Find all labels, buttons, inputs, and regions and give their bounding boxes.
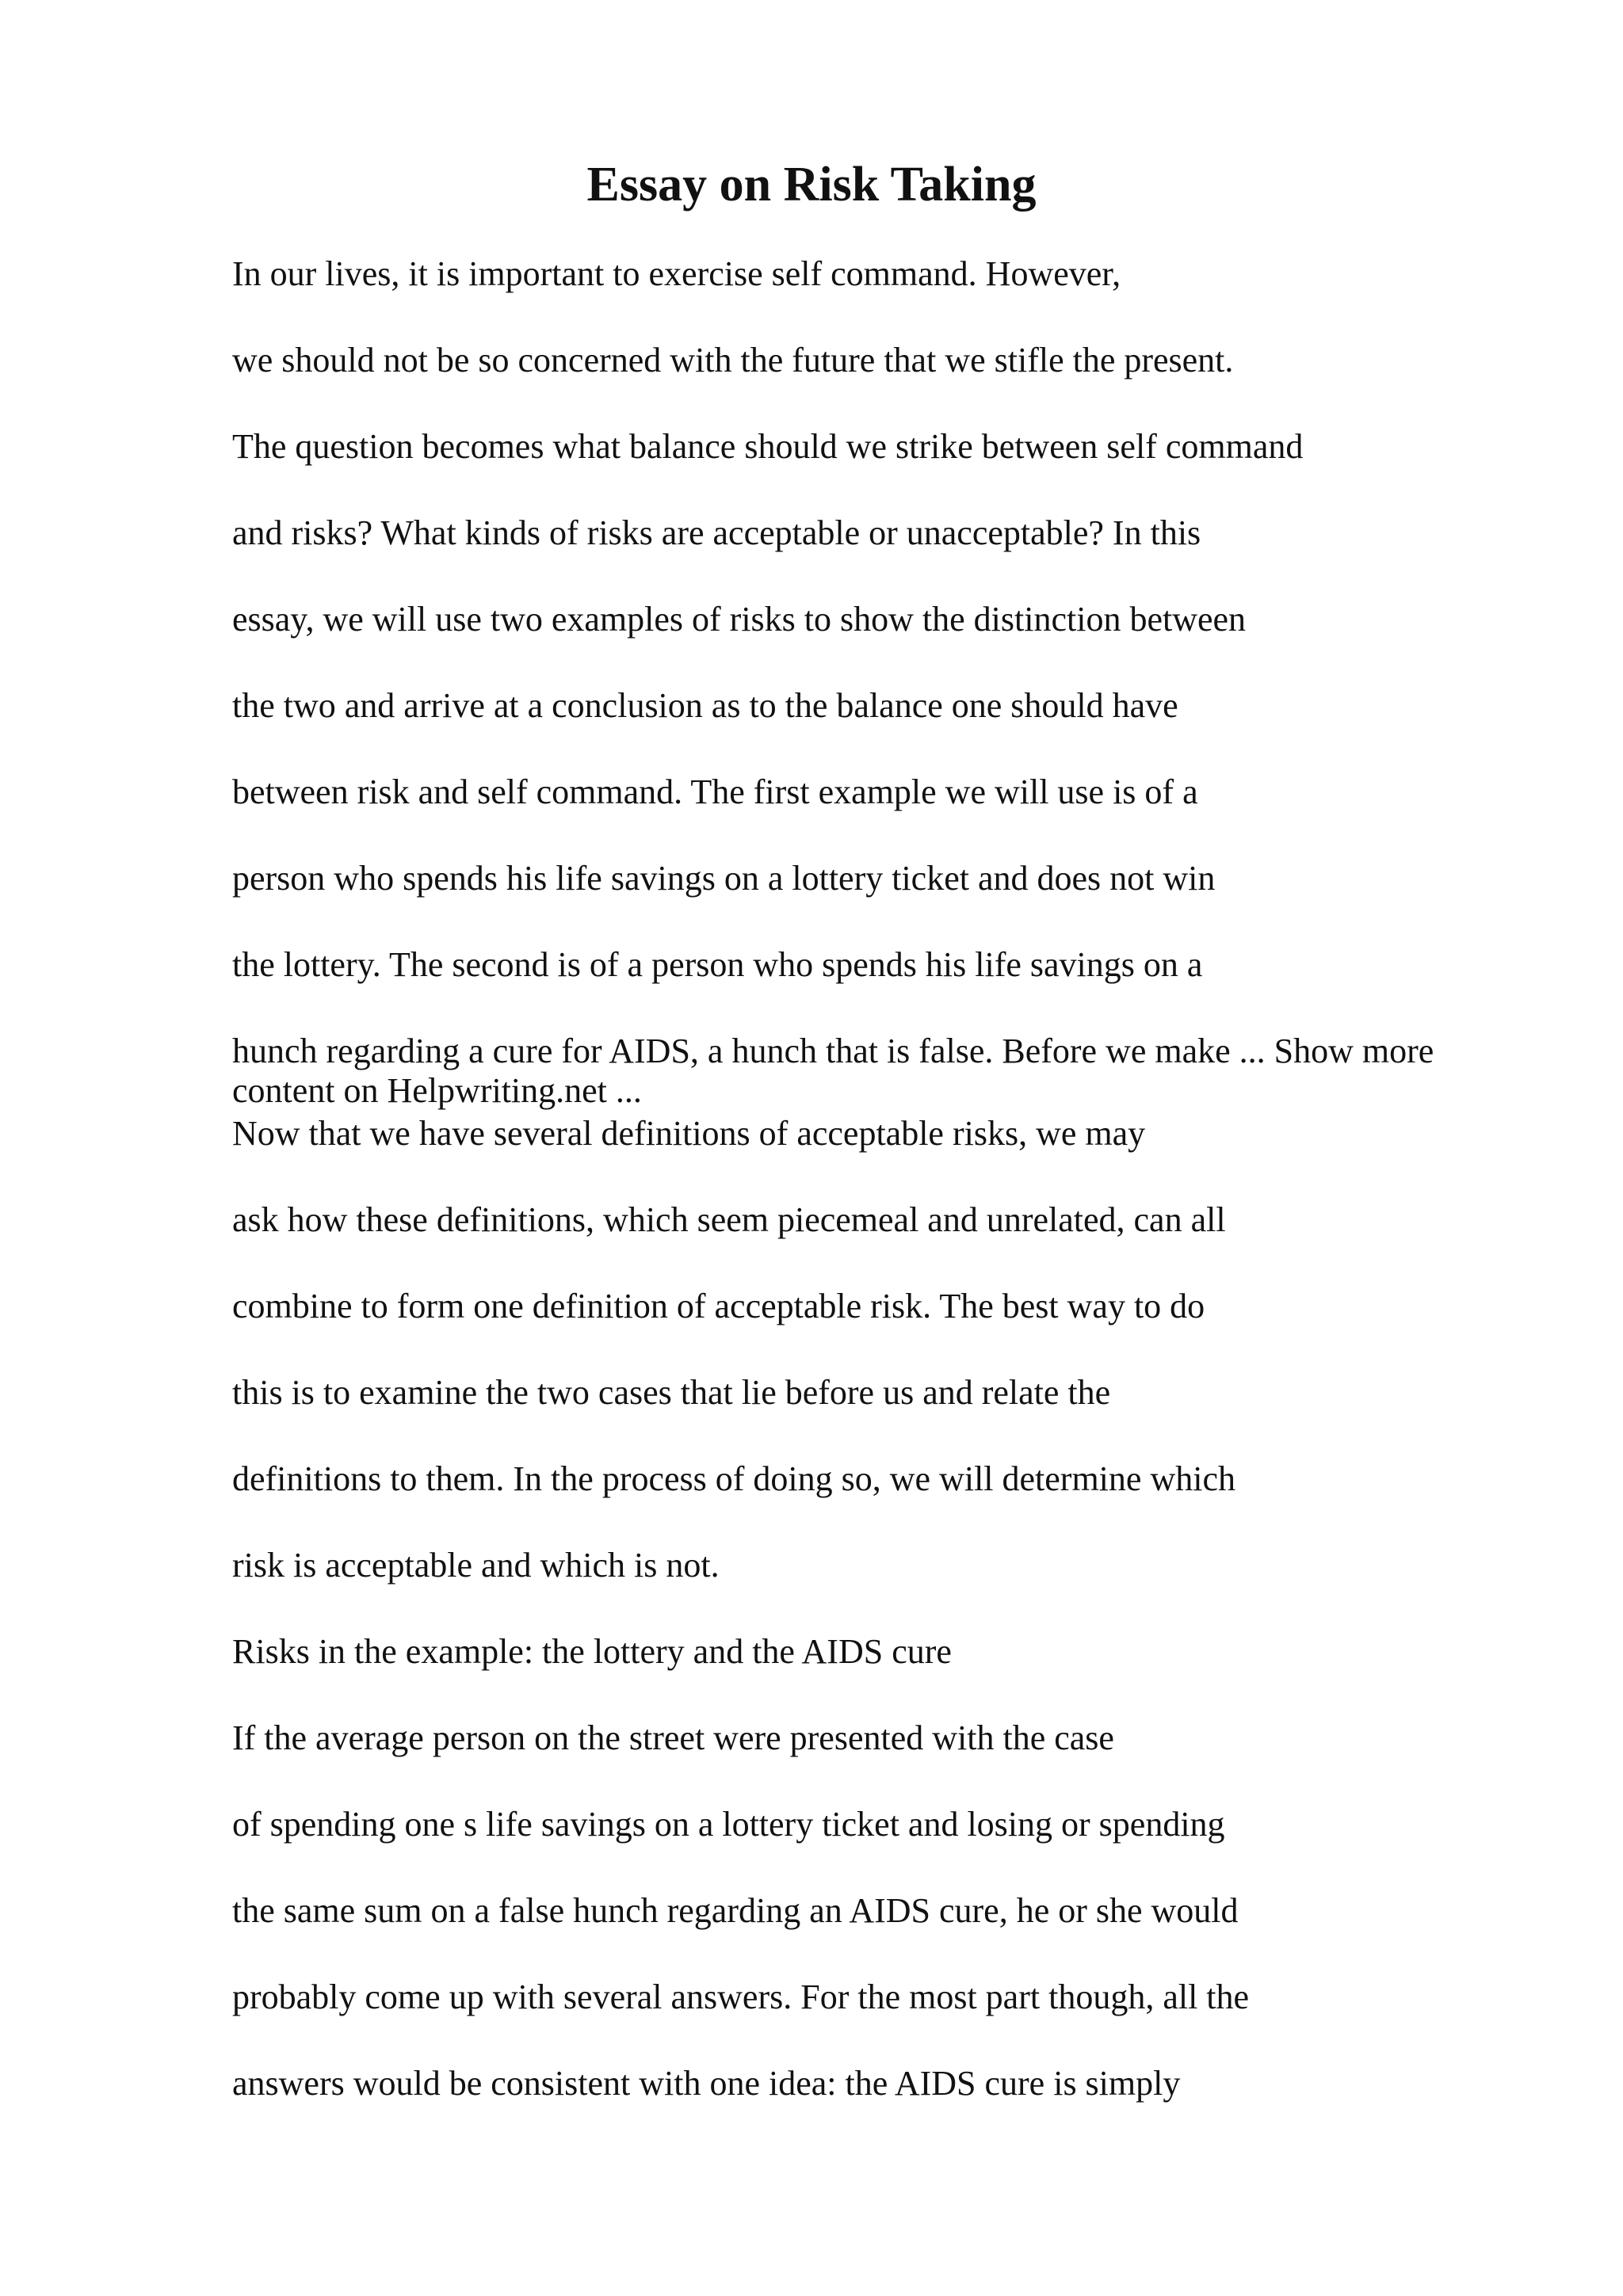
text-line: the same sum on a false hunch regarding an AIDS cure, he or she would	[232, 1891, 1239, 1930]
text-line: definitions to them. In the process of doing so, we will determine which	[232, 1459, 1235, 1498]
text-line: the two and arrive at a conclusion as to the balance one should have	[232, 686, 1178, 725]
text-line: we should not be so concerned with the future that we stifle the present.	[232, 341, 1234, 379]
text-line: essay, we will use two examples of risks to show the distinction between	[232, 600, 1247, 639]
text-line: answers would be consistent with one idea: the AIDS cure is simply	[232, 2064, 1181, 2103]
text-line: ask how these definitions, which seem piecemeal and unrelated, can all	[232, 1200, 1226, 1239]
text-line: this is to examine the two cases that lie before us and relate the	[232, 1373, 1111, 1412]
text-line: the lottery. The second is of a person who spends his life savings on a	[232, 945, 1203, 984]
text-line: In our lives, it is important to exercise self command. However,	[232, 254, 1121, 293]
text-line: risk is acceptable and which is not.	[232, 1546, 720, 1585]
text-line: The question becomes what balance should we strike between self command	[232, 427, 1304, 466]
text-line: probably come up with several answers. For the most part though, all the	[232, 1978, 1250, 2016]
text-line: of spending one s life savings on a lottery ticket and losing or spending	[232, 1805, 1225, 1844]
text-line: person who spends his life savings on a lottery ticket and does not win	[232, 859, 1216, 898]
text-line: Now that we have several definitions of acceptable risks, we may	[232, 1114, 1146, 1153]
text-line: content on Helpwriting.net ...	[232, 1071, 642, 1110]
text-line: Risks in the example: the lottery and the AIDS cure	[232, 1632, 952, 1671]
text-line: between risk and self command. The first example we will use is of a	[232, 772, 1198, 811]
text-line: If the average person on the street were presented with the case	[232, 1718, 1114, 1757]
essay-title: Essay on Risk Taking	[586, 158, 1037, 212]
text-line: and risks? What kinds of risks are acceptable or unacceptable? In this	[232, 513, 1201, 552]
text-line: combine to form one definition of acceptable risk. The best way to do	[232, 1287, 1205, 1325]
text-line: hunch regarding a cure for AIDS, a hunch that is false. Before we make ... Show more	[232, 1032, 1434, 1070]
